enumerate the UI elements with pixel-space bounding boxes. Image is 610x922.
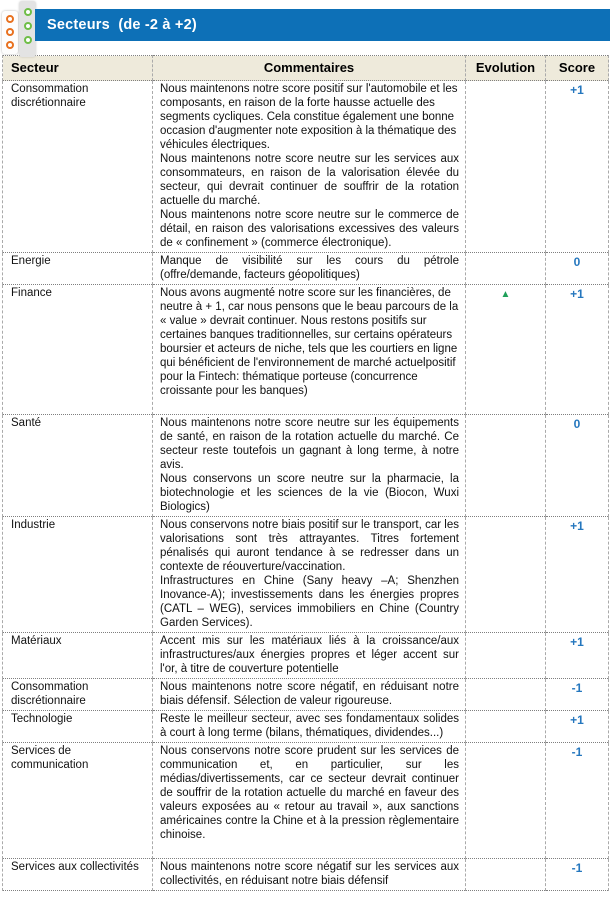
- sector-name: Finance: [3, 285, 153, 415]
- table-row: [3, 415, 609, 517]
- sector-comments: [153, 743, 466, 859]
- table-row: [3, 81, 609, 253]
- evolution-cell: [466, 415, 546, 517]
- sector-comments: [153, 415, 466, 517]
- comment-paragraph: Nous conservons notre biais positif sur le transport, car les valorisations sont très attrayantes. Titres fortement pénalisés qui auront tendance à se redresser dans un contexte de réouverture/vaccination.: [160, 519, 459, 573]
- table-row: [3, 633, 609, 679]
- sector-comments: [153, 517, 466, 633]
- sector-name: Services aux collectivités: [3, 859, 153, 891]
- logo-dot-orange-icon: [6, 28, 14, 36]
- sector-name: Consommation discrétionnaire: [3, 679, 153, 711]
- sector-name: Technologie: [3, 711, 153, 743]
- table-header-row: [3, 56, 609, 81]
- logo-tile-left: [2, 11, 18, 54]
- evolution-cell: [466, 517, 546, 633]
- comment-paragraph: Infrastructures en Chine (Sany heavy –A; Shenzhen Inovance-A); investissements dans les énergies propres (CATL – WEG), services immobiliers en Chine (Country Garden Services).: [160, 575, 459, 629]
- column-header-evolution: Evolution: [466, 56, 546, 81]
- table-row: [3, 743, 609, 859]
- sector-score: -1: [546, 679, 609, 711]
- sector-name: Matériaux: [3, 633, 153, 679]
- comment-paragraph: Nous maintenons notre score négatif, en réduisant notre biais défensif. Sélection de valeur rigoureuse.: [160, 681, 459, 707]
- comment-paragraph: Reste le meilleur secteur, avec ses fondamentaux solides à court à long terme (bilans, thématiques, dividendes...): [160, 713, 459, 739]
- logo: [2, 0, 36, 58]
- evolution-up-triangle-icon: ▲: [500, 289, 511, 300]
- sector-score: +1: [546, 517, 609, 633]
- comment-paragraph: [160, 398, 459, 412]
- comment-paragraph: Manque de visibilité sur les cours du pétrole (offre/demande, facteurs géopolitiques): [160, 255, 459, 281]
- evolution-cell: [466, 711, 546, 743]
- table-row: [3, 285, 609, 415]
- comment-paragraph: Accent mis sur les matériaux liés à la croissance/aux infrastructures/aux énergies propres et léger accent sur l'or, à titre de couverture potentielle: [160, 635, 459, 675]
- sector-comments: [153, 285, 466, 415]
- sector-name: Consommation discrétionnaire: [3, 81, 153, 253]
- table-row: [3, 679, 609, 711]
- sector-name: Industrie: [3, 517, 153, 633]
- comment-paragraph: [160, 842, 459, 856]
- sector-score: +1: [546, 633, 609, 679]
- sector-comments: [153, 711, 466, 743]
- comment-paragraph: Nous maintenons notre score neutre sur le commerce de détail, en raison des valorisations excessives des valeurs de « confinement » (commerce électronique).: [160, 209, 459, 249]
- evolution-cell: [466, 285, 546, 415]
- logo-dot-green-icon: [24, 22, 32, 30]
- logo-dot-green-icon: [24, 8, 32, 16]
- evolution-cell: [466, 253, 546, 285]
- table-row: [3, 253, 609, 285]
- sector-score: -1: [546, 859, 609, 891]
- table-row: [3, 711, 609, 743]
- column-header-secteur: Secteur: [3, 56, 153, 81]
- section-title-bar: [35, 9, 610, 41]
- sector-name: Energie: [3, 253, 153, 285]
- sectors-table: [2, 55, 609, 891]
- evolution-cell: [466, 859, 546, 891]
- column-header-commentaires: Commentaires: [153, 56, 466, 81]
- sector-name: Services de communication: [3, 743, 153, 859]
- comment-paragraph: Nous maintenons notre score positif sur l'automobile et les composants, en raison de la forte hausse actuelle des segments cycliques. Cela constitue également une bonne occasion d'augmenter note exposition à la thématique des véhicules électriques.: [160, 83, 458, 151]
- sector-score: 0: [546, 253, 609, 285]
- sector-score: 0: [546, 415, 609, 517]
- sector-comments: [153, 81, 466, 253]
- evolution-cell: [466, 633, 546, 679]
- logo-dot-orange-icon: [6, 15, 14, 23]
- title-bar-area: [0, 0, 610, 55]
- comment-paragraph: Nous maintenons notre score neutre sur les services aux consommateurs, en raison de la valorisation élevée du secteur, qui devrait continuer de souffrir de la rotation actuelle du marché.: [160, 153, 459, 207]
- logo-dot-green-icon: [24, 36, 32, 44]
- comment-paragraph: Nous maintenons notre score négatif sur les services aux collectivités, en réduisant notre biais défensif: [160, 861, 459, 887]
- sector-score: +1: [546, 711, 609, 743]
- table-row: [3, 859, 609, 891]
- sector-score: +1: [546, 285, 609, 415]
- sector-comments: [153, 253, 466, 285]
- logo-tile-right: [19, 1, 36, 57]
- sector-score: -1: [546, 743, 609, 859]
- evolution-cell: [466, 743, 546, 859]
- comment-paragraph: Nous conservons notre score prudent sur les services de communication et, en particulier, sur les médias/divertissements, car ce secteur devrait continuer de souffrir de la rotation actuelle du marché en faveur des valeurs exposées au « retour au travail », aux sanctions américaines contre la Chine et à la pression règlementaire chinoise.: [160, 745, 459, 841]
- table-row: [3, 517, 609, 633]
- sector-comments: [153, 633, 466, 679]
- column-header-score: Score: [546, 56, 609, 81]
- comment-paragraph: Nous avons augmenté notre score sur les financières, de neutre à + 1, car nous pensons que le beau parcours de la « value » devrait continuer. Nous restons positifs sur certaines banques traditionnelles, sur certains opérateurs boursier et acteurs de niche, tels que les courtiers en ligne qui bénéficient de l'environnement de marché actuelpositif pour la Fintech: thématique porteuse (concurrence croissante pour les banques): [160, 287, 459, 397]
- sector-comments: [153, 859, 466, 891]
- sector-comments: [153, 679, 466, 711]
- comment-paragraph: Nous maintenons notre score neutre sur les équipements de santé, en raison de la rotation actuelle du marché. Ce secteur reste toutefois un gagnant à long terme, à notre avis.: [160, 417, 459, 471]
- evolution-cell: [466, 81, 546, 253]
- comment-paragraph: Nous conservons un score neutre sur la pharmacie, la biotechnologie et les sciences de la vie (Biocon, Wuxi Biologics): [160, 473, 459, 513]
- sector-score: +1: [546, 81, 609, 253]
- section-title: Secteurs (de -2 à +2): [47, 17, 197, 33]
- evolution-cell: [466, 679, 546, 711]
- logo-dot-orange-icon: [6, 41, 14, 49]
- sector-name: Santé: [3, 415, 153, 517]
